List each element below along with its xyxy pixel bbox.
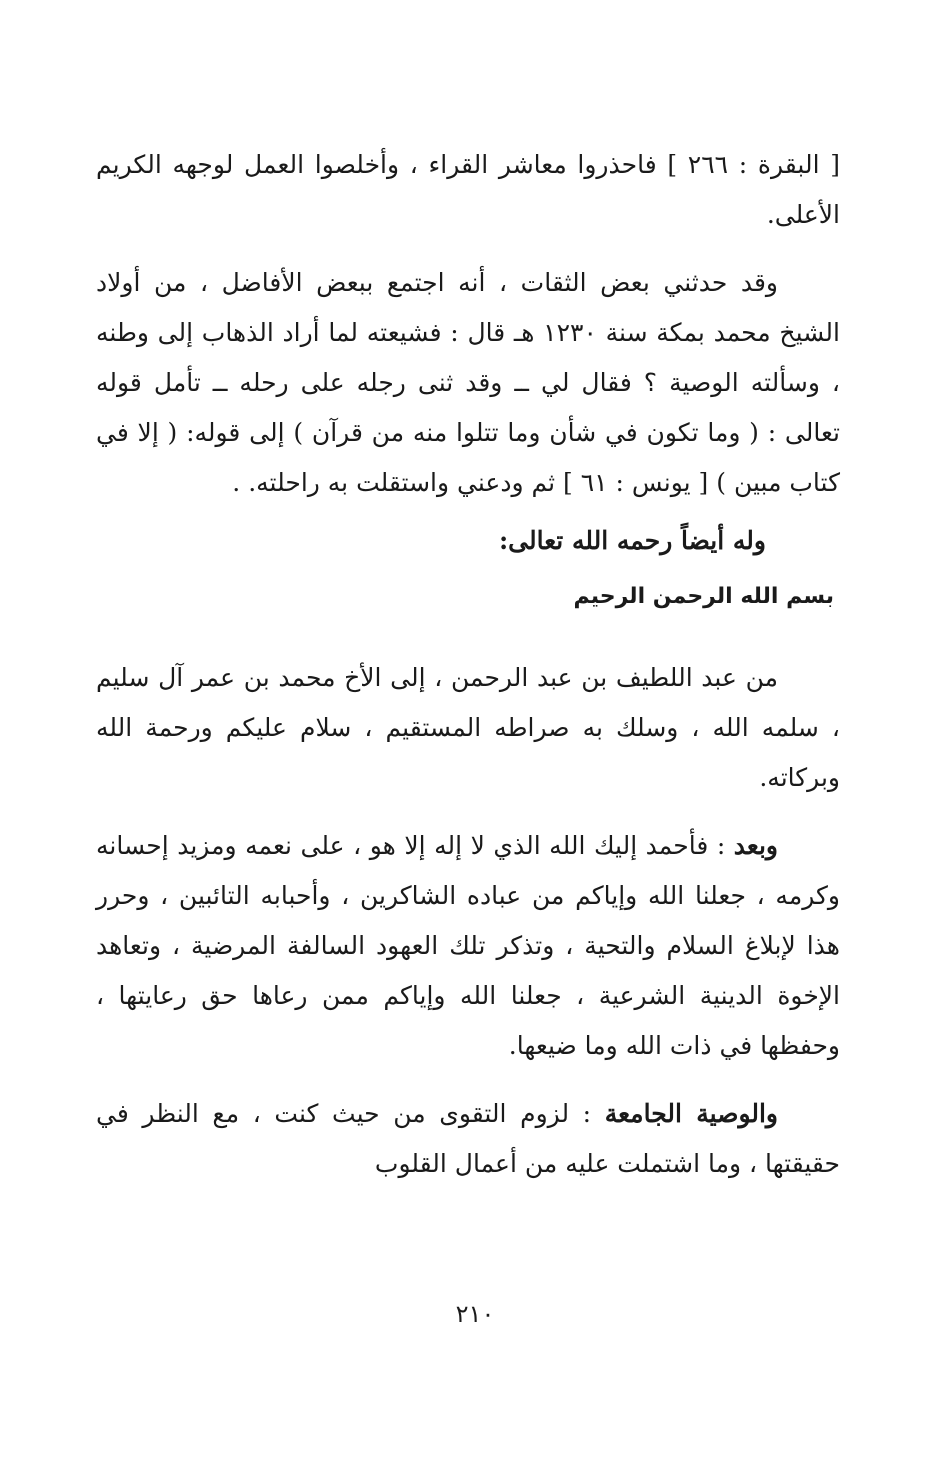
section-heading: وله أيضاً رحمه الله تعالى: (498, 526, 766, 555)
lead-word-wasiyya: والوصية الجامعة (604, 1099, 778, 1128)
paragraph-wabaad-text: : فأحمد إليك الله الذي لا إله إلا هو ، على نعمه ومزيد إحسانه وكرمه ، جعلنا الله وإياكم من عباده الشاكرين ، وأحبابه التائبين ، وحرر هذا لإبلاغ السلام والتحية ، وتذكر تلك العهود السالفة المرضية ، وتعاهد الإخوة الدينية الشرعية ، جعلنا الله وإياكم ممن رعاها حق رعايتها ، وحفظها في ذات الله وما ضيعها. (96, 831, 840, 1060)
basmala-calligraphy: بسم الله الرحمن الرحيم (573, 584, 834, 609)
paragraph-quran-ref: [ البقرة : ٢٦٦ ] فاحذروا معاشر القراء ، وأخلصوا العمل لوجهه الكريم الأعلى. (96, 150, 840, 229)
paragraph-wabaad (96, 821, 840, 1071)
paragraph-greeting: من عبد اللطيف بن عبد الرحمن ، إلى الأخ محمد بن عمر آل سليم ، سلمه الله ، وسلك به صراطه المستقيم ، سلام عليكم ورحمة الله وبركاته. (96, 663, 840, 792)
lead-word-wabaad: وبعد (733, 831, 778, 860)
page-number: ٢١٠ (455, 1300, 495, 1328)
paragraph-wasiyya-text: : لزوم التقوى من حيث كنت ، مع النظر في حقيقتها ، وما اشتملت عليه من أعمال القلوب (96, 1099, 840, 1178)
paragraph-wasiyya (96, 1089, 840, 1189)
page-body (96, 140, 840, 1189)
paragraph-narration: وقد حدثني بعض الثقات ، أنه اجتمع ببعض الأفاضل ، من أولاد الشيخ محمد بمكة سنة ١٢٣٠ هـ قال : فشيعته لما أراد الذهاب إلى وطنه ، وسألته الوصية ؟ فقال لي ــ وقد ثنى رجله على رحله ــ تأمل قوله تعالى : ( وما تكون في شأن وما تتلوا منه من قرآن ) إلى قوله: ( إلا في كتاب مبين ) [ يونس : ٦١ ] ثم ودعني واستقلت به راحلته. . (96, 268, 840, 497)
